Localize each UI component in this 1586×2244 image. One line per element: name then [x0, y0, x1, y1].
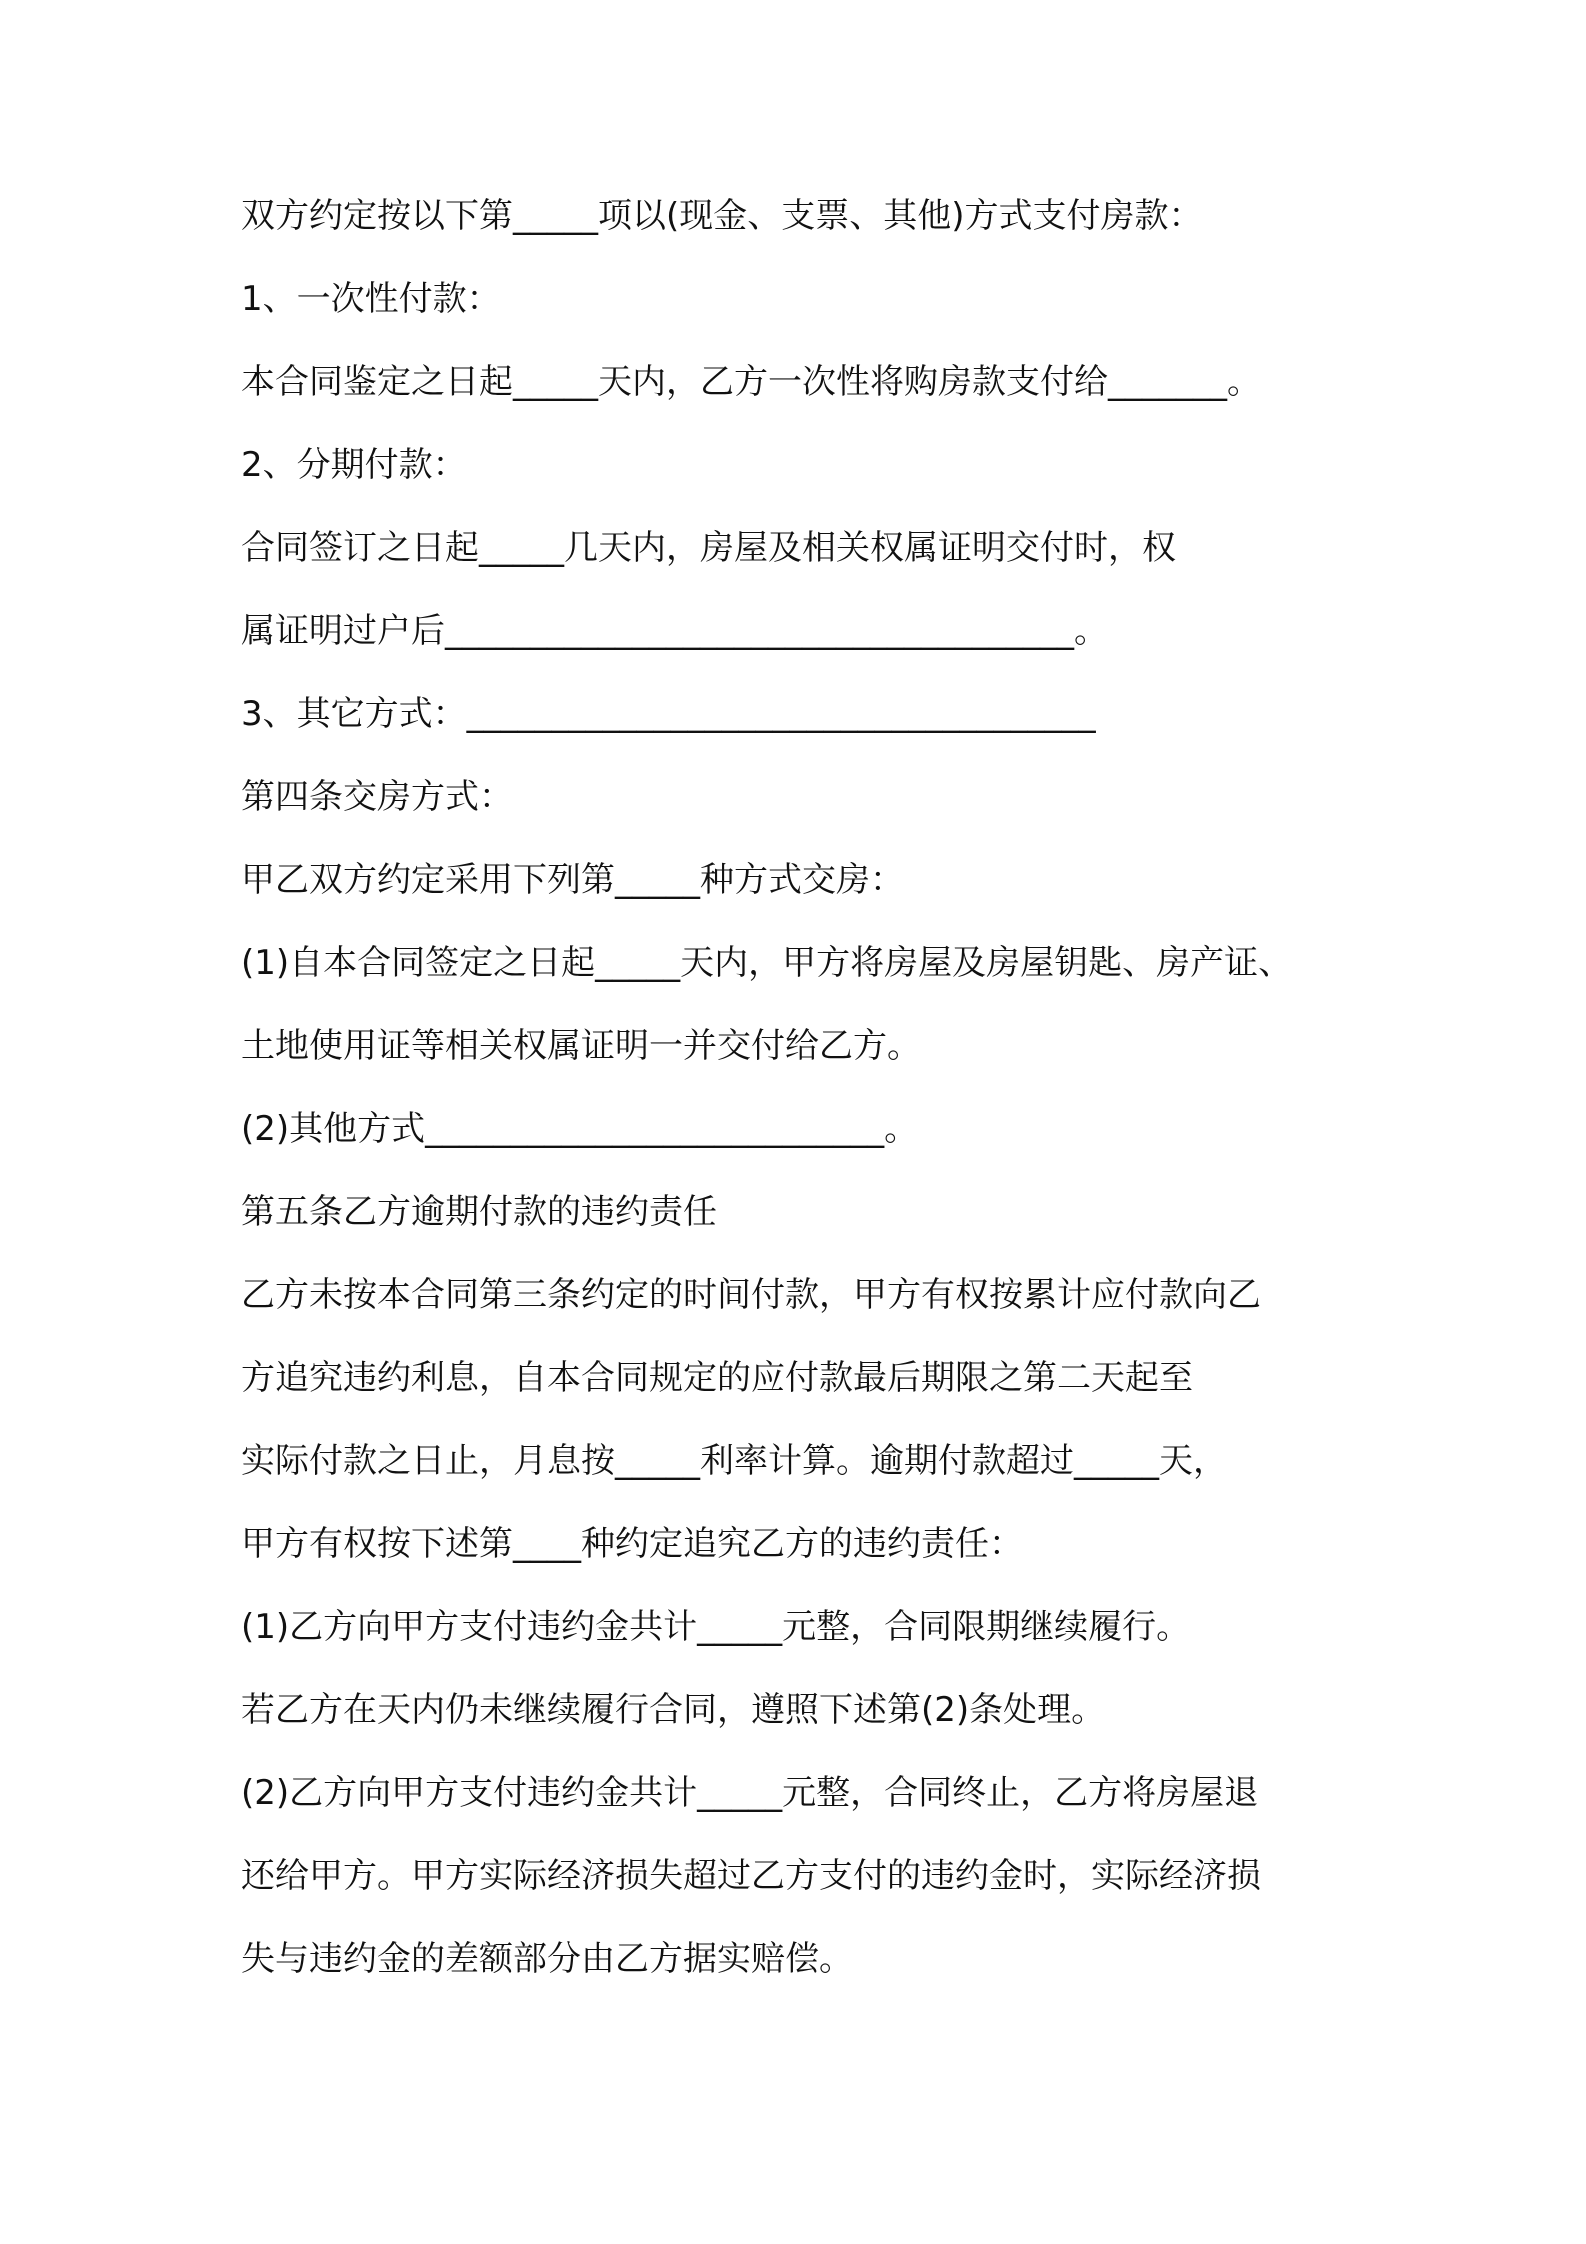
text-line-penalty-option-2a: (2)乙方向甲方支付违约金共计_____元整，合同终止，乙方将房屋退 [241, 1773, 1259, 1813]
text-line-delivery-option-1a: (1)自本合同签定之日起_____天内，甲方将房屋及房屋钥匙、房产证、 [241, 943, 1293, 983]
text-line-other-methods: 3、其它方式：_____________________________________ [241, 694, 1096, 734]
text-line-lump-sum-terms: 本合同鉴定之日起_____天内，乙方一次性将购房款支付给_______。 [241, 362, 1261, 402]
text-line-late-payment-4: 甲方有权按下述第____种约定追究乙方的违约责任： [241, 1524, 1023, 1564]
text-line-penalty-option-2c: 失与违约金的差额部分由乙方据实赔偿。 [241, 1939, 853, 1979]
section-heading-article-5: 第五条乙方逾期付款的违约责任 [241, 1192, 717, 1232]
text-line-lump-sum-heading: 1、一次性付款： [241, 279, 501, 319]
text-line-penalty-option-1: (1)乙方向甲方支付违约金共计_____元整，合同限期继续履行。 [241, 1607, 1191, 1647]
text-line-late-payment-2: 方追究违约利息，自本合同规定的应付款最后期限之第二天起至 [241, 1358, 1193, 1398]
text-line-installment-terms-1: 合同签订之日起_____几天内，房屋及相关权属证明交付时，权 [241, 528, 1176, 568]
text-line-delivery-option-2: (2)其他方式___________________________。 [241, 1109, 919, 1149]
text-line-penalty-option-1-note: 若乙方在天内仍未继续履行合同，遵照下述第(2)条处理。 [241, 1690, 1106, 1730]
text-line-installment-terms-2: 属证明过户后_____________________________________。 [241, 611, 1108, 651]
section-heading-article-4: 第四条交房方式： [241, 777, 513, 817]
text-line-delivery-option-1b: 土地使用证等相关权属证明一并交付给乙方。 [241, 1026, 921, 1066]
text-line-late-payment-1: 乙方未按本合同第三条约定的时间付款，甲方有权按累计应付款向乙 [241, 1275, 1261, 1315]
text-line-payment-method: 双方约定按以下第_____项以(现金、支票、其他)方式支付房款： [241, 196, 1203, 236]
text-line-installment-heading: 2、分期付款： [241, 445, 467, 485]
text-line-late-payment-3: 实际付款之日止，月息按_____利率计算。逾期付款超过_____天， [241, 1441, 1227, 1481]
text-line-delivery-choice: 甲乙双方约定采用下列第_____种方式交房： [241, 860, 904, 900]
text-line-penalty-option-2b: 还给甲方。甲方实际经济损失超过乙方支付的违约金时，实际经济损 [241, 1856, 1261, 1896]
